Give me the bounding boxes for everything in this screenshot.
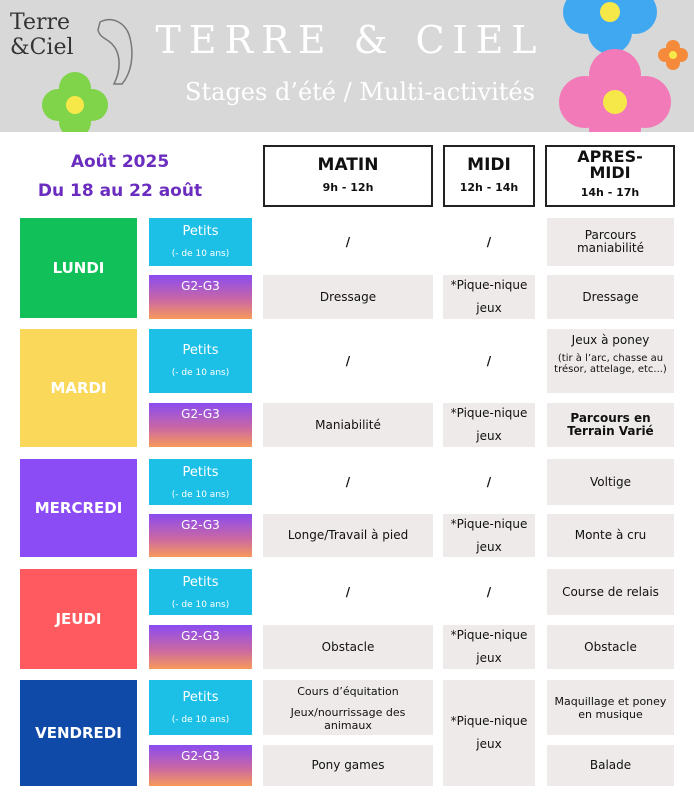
column-header-midi	[443, 145, 535, 207]
cell-mardi-petits-matin: /	[345, 353, 351, 368]
logo-line-2: &Ciel	[10, 35, 74, 60]
cell-lundi-g2-matin: Dressage	[263, 275, 433, 319]
group-petits	[149, 680, 252, 735]
mardi-apres-note: (tir à l’arc, chasse au trésor, attelage, etc...)	[554, 353, 667, 375]
vendredi-matin-line-2: Jeux/nourrissage des animaux	[290, 706, 406, 732]
apres-title: APRES-MIDI	[577, 147, 643, 182]
group-g2-g3: G2-G3	[149, 514, 252, 557]
midi-line-1: *Pique-nique	[450, 406, 528, 420]
vendredi-matin-line-1: Cours d’équitation	[297, 685, 399, 698]
midi-line-2: jeux	[476, 429, 502, 443]
brand-subtitle: Stages d’été / Multi-activités	[185, 78, 535, 106]
group-petits-sub: (- de 10 ans)	[171, 600, 230, 610]
cell-vendredi-g2-matin: Pony games	[263, 745, 433, 786]
group-petits-sub: (- de 10 ans)	[171, 368, 230, 378]
matin-title: MATIN	[317, 155, 379, 175]
cell-mercredi-petits-apres: Voltige	[547, 459, 674, 505]
matin-time: 9h - 12h	[322, 181, 374, 194]
midi-line-1: *Pique-nique	[450, 628, 528, 642]
cell-vendredi-petits-matin	[263, 680, 433, 735]
cell-mercredi-g2-midi	[443, 514, 535, 557]
cell-vendredi-g2-apres: Balade	[547, 745, 674, 786]
cell-jeudi-petits-midi: /	[486, 584, 492, 599]
group-petits-label: Petits	[182, 465, 219, 480]
cell-lundi-petits-apres: Parcours maniabilité	[547, 218, 674, 266]
midi-line-2: jeux	[476, 301, 502, 315]
group-petits	[149, 459, 252, 505]
brand-title: TERRE & CIEL	[155, 18, 545, 62]
group-petits-sub: (- de 10 ans)	[171, 249, 230, 259]
cell-mercredi-g2-apres: Monte à cru	[547, 514, 674, 557]
midi-line-2: jeux	[476, 737, 502, 751]
cell-mercredi-g2-matin: Longe/Travail à pied	[263, 514, 433, 557]
midi-line-2: jeux	[476, 651, 502, 665]
cell-mercredi-petits-matin: /	[345, 474, 351, 489]
logo-line-1: Terre	[10, 10, 71, 35]
midi-time: 12h - 14h	[459, 181, 519, 194]
day-mercredi: MERCREDI	[20, 459, 137, 557]
group-petits-label: Petits	[182, 224, 219, 239]
midi-line-1: *Pique-nique	[450, 278, 528, 292]
cell-lundi-petits-matin: /	[345, 234, 351, 249]
cell-lundi-petits-midi: /	[486, 234, 492, 249]
midi-line-1: *Pique-nique	[450, 714, 528, 728]
group-petits	[149, 218, 252, 266]
group-petits-label: Petits	[182, 575, 219, 590]
cell-mardi-g2-matin: Maniabilité	[263, 403, 433, 447]
cell-jeudi-g2-midi	[443, 625, 535, 669]
cell-jeudi-g2-apres: Obstacle	[547, 625, 674, 669]
header-banner	[0, 0, 694, 132]
cell-jeudi-petits-matin: /	[345, 584, 351, 599]
cell-mardi-petits-midi: /	[486, 353, 492, 368]
group-petits-sub: (- de 10 ans)	[171, 490, 230, 500]
column-header-apres-midi	[545, 145, 675, 207]
apres-time: 14h - 17h	[580, 186, 640, 199]
day-mardi: MARDI	[20, 329, 137, 447]
group-petits-label: Petits	[182, 690, 219, 705]
mardi-apres-title: Jeux à poney	[571, 333, 650, 347]
logo	[10, 10, 140, 90]
cell-lundi-g2-midi	[443, 275, 535, 319]
midi-line-1: *Pique-nique	[450, 516, 528, 531]
group-petits	[149, 329, 252, 393]
cell-mardi-g2-midi	[443, 403, 535, 447]
cell-mardi-g2-apres: Parcours en Terrain Varié	[547, 403, 674, 447]
group-petits-sub: (- de 10 ans)	[171, 715, 230, 725]
group-petits	[149, 569, 252, 615]
period-month: Août 2025	[70, 152, 170, 172]
cell-mercredi-petits-midi: /	[486, 474, 492, 489]
cell-jeudi-g2-matin: Obstacle	[263, 625, 433, 669]
group-petits-label: Petits	[182, 343, 219, 358]
cell-vendredi-midi	[443, 680, 535, 786]
day-lundi: LUNDI	[20, 218, 137, 318]
day-vendredi: VENDREDI	[20, 680, 137, 786]
group-g2-g3: G2-G3	[149, 403, 252, 447]
midi-line-2: jeux	[476, 539, 502, 554]
group-g2-g3: G2-G3	[149, 745, 252, 786]
cell-lundi-g2-apres: Dressage	[547, 275, 674, 319]
midi-title: MIDI	[467, 155, 511, 175]
group-g2-g3: G2-G3	[149, 625, 252, 669]
horse-icon	[92, 16, 140, 86]
column-header-matin	[263, 145, 433, 207]
period-range: Du 18 au 22 août	[37, 181, 203, 201]
cell-vendredi-petits-apres: Maquillage et poney en musique	[547, 680, 674, 735]
cell-mardi-petits-apres	[547, 329, 674, 393]
day-jeudi: JEUDI	[20, 569, 137, 669]
group-g2-g3: G2-G3	[149, 275, 252, 319]
cell-jeudi-petits-apres: Course de relais	[547, 569, 674, 615]
